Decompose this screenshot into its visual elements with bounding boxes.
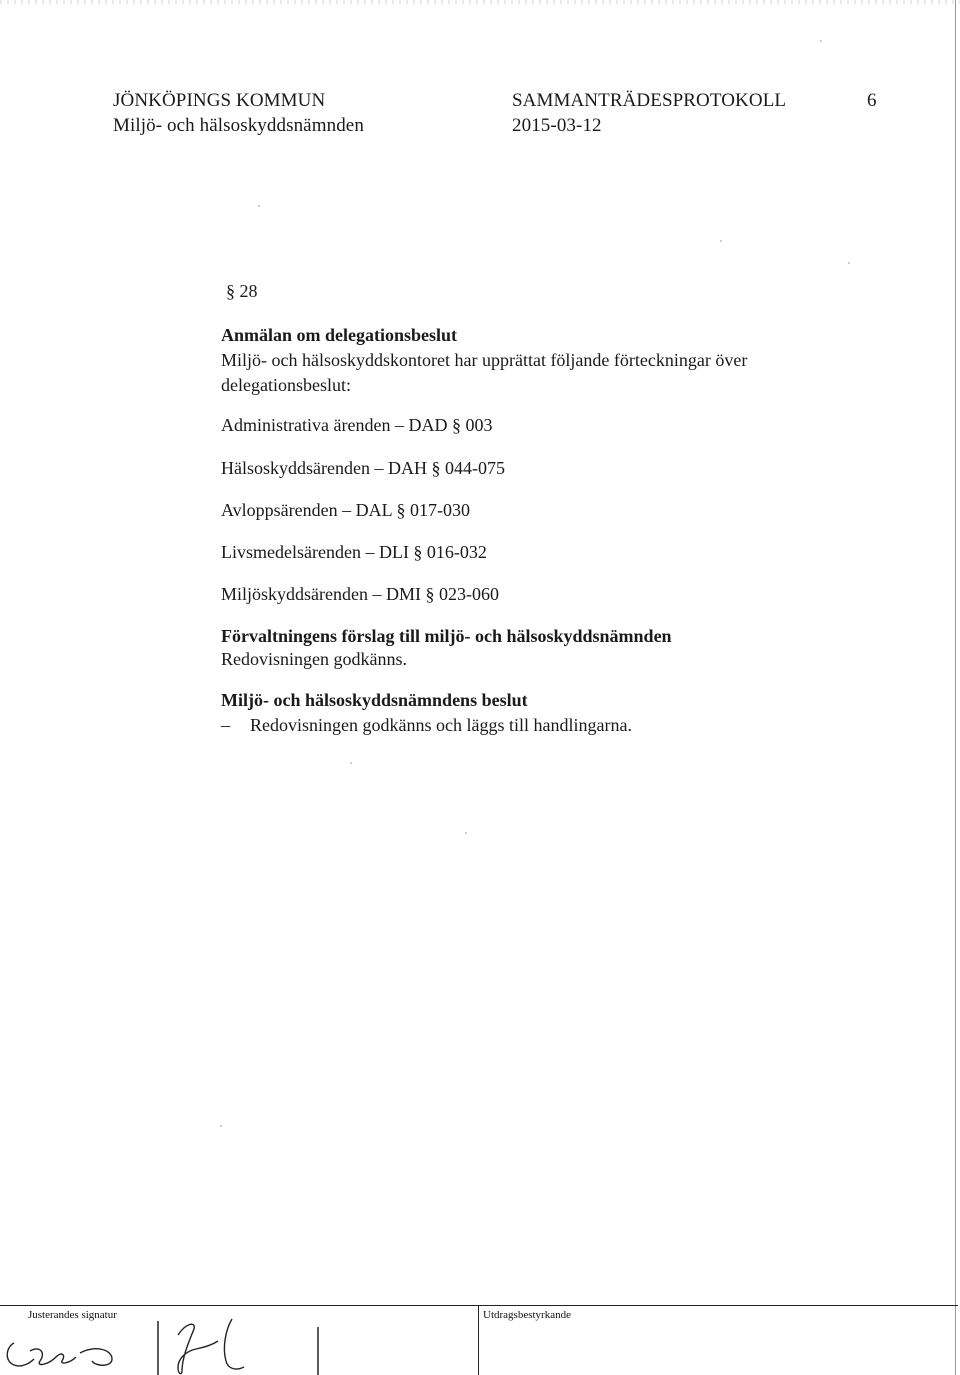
decision-dash: – (221, 715, 230, 735)
extract-label: Utdragsbestyrkande (483, 1309, 571, 1321)
delegation-item: Avloppsärenden – DAL § 017-030 (221, 500, 470, 520)
scan-speck (720, 240, 722, 242)
signature-stroke (7, 1343, 34, 1366)
intro-line-1: Miljö- och hälsoskyddskontoret har upprättat följande förteckningar över (221, 350, 748, 370)
scan-right-edge (955, 0, 956, 1375)
page-number: 6 (867, 90, 877, 111)
scan-top-edge (0, 0, 960, 4)
paragraph-number: § 28 (226, 281, 258, 301)
scan-speck (350, 762, 352, 764)
delegation-item: Livsmedelsärenden – DLI § 016-032 (221, 542, 487, 562)
decision-text: Redovisningen godkänns och läggs till handlingarna. (250, 715, 632, 735)
scan-speck (220, 1125, 222, 1127)
signature-stroke (30, 1349, 76, 1365)
scan-speck (258, 205, 260, 207)
delegation-item: Administrativa ärenden – DAD § 003 (221, 415, 493, 435)
delegation-item: Miljöskyddsärenden – DMI § 023-060 (221, 584, 499, 604)
document-type: SAMMANTRÄDESPROTOKOLL (512, 90, 787, 111)
handwritten-signatures (0, 1305, 478, 1375)
delegation-item: Hälsoskyddsärenden – DAH § 044-075 (221, 458, 505, 478)
scan-speck (820, 40, 822, 42)
decision-heading: Miljö- och hälsoskyddsnämndens beslut (221, 690, 528, 710)
signature-box-divider (478, 1305, 479, 1375)
meeting-date: 2015-03-12 (512, 115, 602, 136)
proposal-text: Redovisningen godkänns. (221, 649, 407, 669)
signature-stroke (178, 1324, 218, 1373)
signature-stroke (224, 1319, 244, 1369)
proposal-heading: Förvaltningens förslag till miljö- och hälsoskyddsnämnden (221, 626, 672, 646)
committee-name: Miljö- och hälsoskyddsnämnden (113, 115, 364, 136)
scan-speck (848, 262, 850, 264)
scan-speck (465, 832, 467, 834)
signature-label: Justerandes signatur (28, 1309, 117, 1321)
intro-line-2: delegationsbeslut: (221, 375, 351, 395)
signature-stroke (80, 1349, 112, 1366)
section-title: Anmälan om delegationsbeslut (221, 325, 458, 345)
municipality-name: JÖNKÖPINGS KOMMUN (113, 90, 326, 111)
